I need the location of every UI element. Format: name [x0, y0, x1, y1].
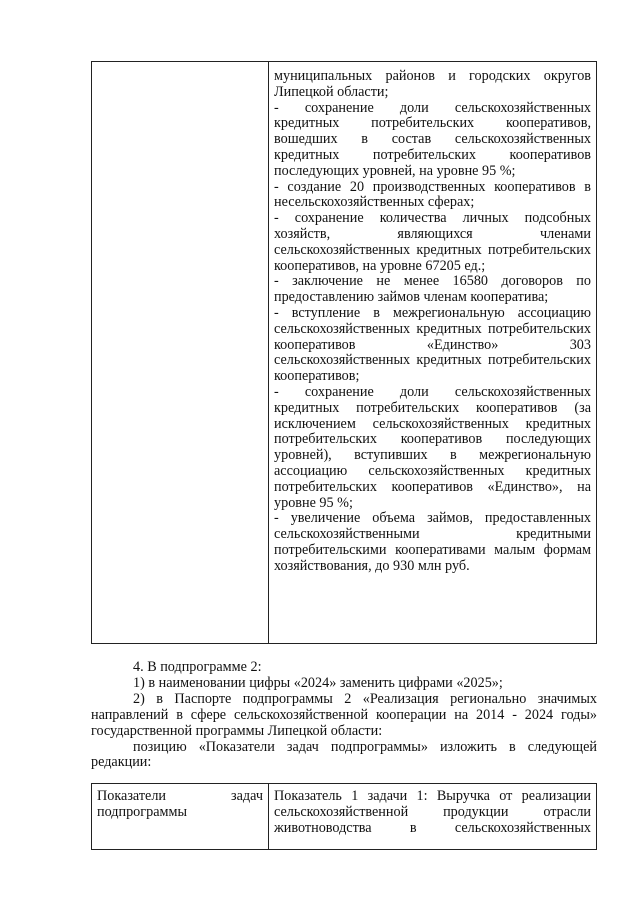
amendment-instruction: позицию «Показатели задач подпрограммы» изложить в следующей редакции:: [91, 738, 597, 771]
indicator-item: - увеличение объема займов, предоставленных сельскохозяйственными кредитными потребительскими кооперативами малым формам хозяйствования, до 930 млн руб.: [274, 510, 591, 574]
amendment-item-2: 2) в Паспорте подпрограммы 2 «Реализация регионально значимых направлений в сфере сельскохозяйственной кооперации на 2014 - 2024 годы» государственной программы Липецкой области:: [91, 690, 597, 739]
indicator-item: - вступление в межрегиональную ассоциацию сельскохозяйственных кредитных потребительских кооперативов «Единство» 303 сельскохозяйственных кредитных потребительских кооперативов;: [274, 304, 591, 385]
top-table-left-cell: [92, 62, 269, 644]
indicator-item: - сохранение количества личных подсобных хозяйств, являющихся членами сельскохозяйственных кредитных потребительских кооперативов, на уровне 67205 ед.;: [274, 210, 591, 274]
bottom-table: [91, 783, 597, 850]
indicator-item: - сохранение доли сельскохозяйственных кредитных потребительских кооперативов, вошедших в состав сельскохозяйственных кредитных потребительских кооперативов последующих уровней, на уровне 95 %;: [274, 99, 591, 179]
section-heading: 4. В подпрограмме 2:: [133, 659, 262, 675]
bottom-table-right-cell: [269, 784, 597, 850]
amendment-text: [91, 660, 597, 771]
amendment-item-1: 1) в наименовании цифры «2024» заменить цифрами «2025»;: [133, 674, 503, 691]
bottom-table-left-cell: [92, 784, 269, 850]
indicator-description: Показатель 1 задачи 1: Выручка от реализации сельскохозяйственной продукции отрасли животноводства в сельскохозяйственных: [274, 788, 591, 836]
indicators-label: Показатели задач подпрограммы: [97, 788, 263, 820]
indicator-item: - сохранение доли сельскохозяйственных кредитных потребительских кооперативов (за исключением сельскохозяйственных кредитных потребительских кооперативов последующих уровней), вступивших в межрегиональную ассоциацию сельскохозяйственных кредитных потребительских кооперативов «Единство», на уровне 95 %;: [274, 383, 591, 511]
indicator-item: муниципальных районов и городских округов Липецкой области;: [274, 68, 591, 100]
top-table: [91, 61, 597, 644]
top-table-right-cell: [269, 62, 597, 644]
indicator-item: - заключение не менее 16580 договоров по предоставлению займов членам кооператива;: [274, 273, 591, 306]
indicator-item: - создание 20 производственных кооперативов в несельскохозяйственных сферах;: [274, 178, 591, 211]
